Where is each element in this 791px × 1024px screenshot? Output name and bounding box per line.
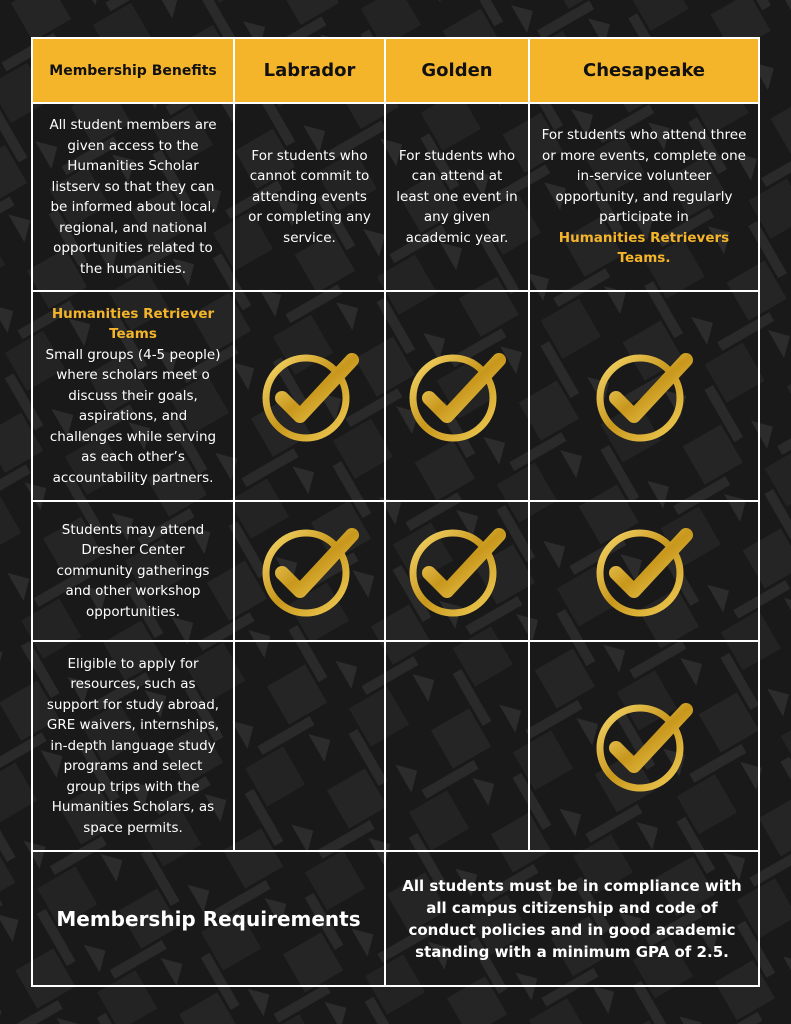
- row2-benefit-title: Humanities Retriever Teams: [51, 305, 215, 343]
- tier-chesapeake-label: Chesapeake: [582, 60, 706, 81]
- gold-checkmark-circle-icon: [594, 521, 694, 621]
- gold-checkmark-circle-icon: [407, 521, 507, 621]
- header-tier-labrador: [233, 37, 386, 104]
- row2-benefit-text: Small groups (4-5 people) where scholars meet o discuss their goals, aspirations, and challenges while serving as each other’s accountability partners.: [45, 346, 221, 486]
- gold-checkmark-circle-icon: [594, 696, 694, 796]
- gold-checkmark-circle-icon: [260, 346, 360, 446]
- row1-chesapeake-highlight: Humanities Retrievers Teams.: [558, 229, 730, 267]
- row1-benefit-text: All student members are given access to the Humanities Scholar listserv so that they can be informed about local, regional, and national opportunities related to the humanities.: [49, 117, 217, 277]
- row1-golden-cell: [384, 102, 530, 292]
- requirements-label: Membership Requirements: [56, 906, 361, 931]
- tier-labrador-label: Labrador: [263, 60, 356, 81]
- gold-checkmark-circle-icon: [407, 346, 507, 446]
- row3-chesapeake-cell: [528, 500, 760, 642]
- row1-chesapeake-cell: [528, 102, 760, 292]
- row1-labrador-cell: [233, 102, 386, 292]
- gold-checkmark-circle-icon: [260, 521, 360, 621]
- header-membership-benefits: [31, 37, 235, 104]
- requirements-text-cell: [384, 850, 760, 987]
- row3-golden-cell: [384, 500, 530, 642]
- tier-golden-label: Golden: [421, 60, 493, 81]
- row1-chesapeake-text: For students who attend three or more events, complete one in-service volunteer opportunity, and regularly participate in: [541, 127, 747, 226]
- row4-chesapeake-cell: [528, 640, 760, 852]
- row4-golden-cell: [384, 640, 530, 852]
- requirements-label-cell: [31, 850, 386, 987]
- row3-benefit-text: Students may attend Dresher Center community gatherings and other workshop opportunities.: [56, 521, 210, 620]
- requirements-text: All students must be in compliance with all campus citizenship and code of conduct policies and in good academic standing with a minimum GPA of 2.5.: [402, 876, 742, 961]
- row1-golden-text: For students who can attend at least one event in any given academic year.: [396, 147, 518, 246]
- row2-labrador-cell: [233, 290, 386, 502]
- membership-table: [31, 37, 760, 987]
- row4-benefit-cell: [31, 640, 235, 852]
- row2-benefit-cell: [31, 290, 235, 502]
- row3-benefit-cell: [31, 500, 235, 642]
- row1-benefit-cell: [31, 102, 235, 292]
- row1-labrador-text: For students who cannot commit to attending events or completing any service.: [248, 147, 371, 246]
- row4-labrador-cell: [233, 640, 386, 852]
- row3-labrador-cell: [233, 500, 386, 642]
- row4-benefit-text: Eligible to apply for resources, such as support for study abroad, GRE waivers, internships, in-depth language study programs and select group trips with the Humanities Scholars, as space permits.: [46, 655, 220, 836]
- header-benefits-label: Membership Benefits: [49, 62, 217, 79]
- row2-golden-cell: [384, 290, 530, 502]
- row2-chesapeake-cell: [528, 290, 760, 502]
- gold-checkmark-circle-icon: [594, 346, 694, 446]
- header-tier-golden: [384, 37, 530, 104]
- header-tier-chesapeake: [528, 37, 760, 104]
